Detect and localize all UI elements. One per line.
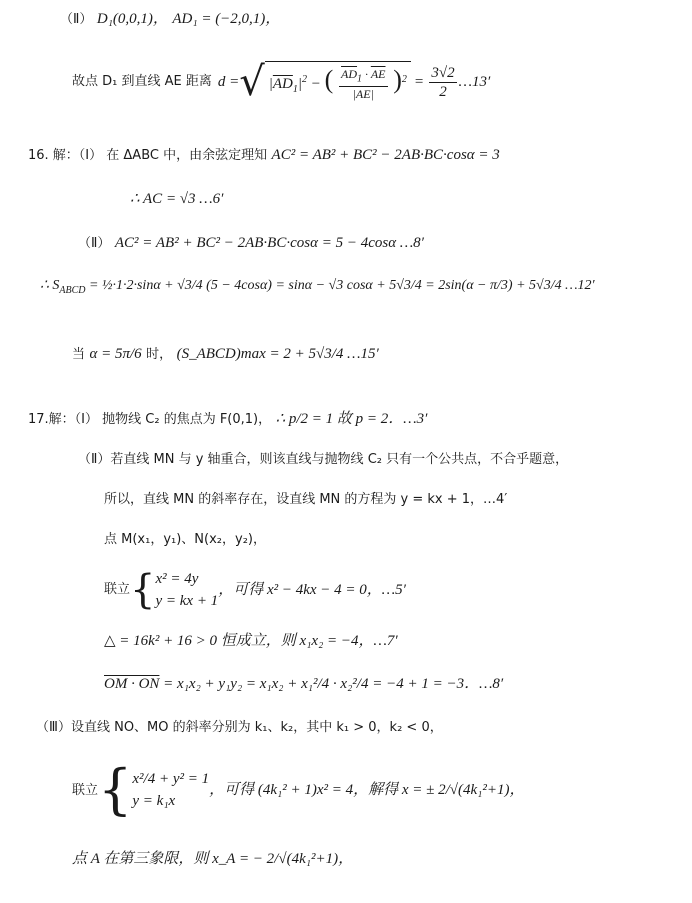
cosine-law: AC² = AB² + BC² − 2AB·BC·cosα = 3 [271, 147, 500, 163]
sqrt-body: $|\overline{AD}_1|^2$ − ( $\frac{\overline{AD}_1 \cdot \overline{AE}}{|\overline{AE}|}$ )$^2$ [265, 61, 411, 103]
left-brace-2: { [98, 758, 133, 821]
p17-system2: 联立 { x²/4 + y² = 1 y = k₁x ，可得 (4k₁² + 1)x² = 4，解得 x = ± 2/√(4k₁²+1)， [72, 758, 525, 821]
sqrt-sign: √ [239, 59, 265, 105]
area-expression: = ½·1·2·sinα + √3/4 (5 − 4cosα) = sinα − √3 cosα + 5√3/4 = 2sin(α − π/3) + 5√3/4 …12′ [89, 278, 595, 293]
p16-area-line: ∴ $S_{ABCD}$ = ½·1·2·sinα + √3/4 (5 − 4cosα) = sinα − √3 cosα + 5√3/4 = 2sin(α − π/3) + 5√3/4 …12′ [40, 278, 595, 296]
left-brace: { [130, 567, 156, 613]
system2-result: ，可得 (4k₁² + 1)x² = 4，解得 x = ± 2/√(4k₁²+1)， [209, 782, 525, 799]
p17-point-a: 点 A 在第三象限，则 x_A = − 2/√(4k₁²+1)， [72, 851, 354, 867]
p17-slope-exists: 所以，直线 MN 的斜率存在，设直线 MN 的方程为 y = kx + 1，…4′ [104, 492, 508, 507]
vector-ad1: AD₁ = (−2,0,1)， [172, 11, 281, 27]
p17-system1: 联立 { x² = 4y y = kx + 1 ，可得 x² − 4kx − 4 = 0，…5′ [104, 567, 406, 613]
p15-part2-line [60, 10, 280, 28]
p16-ac-result: ∴ AC = √3 …6′ [130, 191, 224, 207]
p16-part2-line: （Ⅱ） AC² = AB² + BC² − 2AB·BC·cosα = 5 − 4cosα …8′ [78, 235, 424, 251]
p17-part3: （Ⅲ）设直线 NO、MO 的斜率分别为 k₁、k₂，其中 k₁ > 0，k₂ < 0， [36, 720, 443, 735]
alpha-value: α = 5π/6 [89, 346, 142, 362]
system2-eqs: x²/4 + y² = 1 y = k₁x [132, 770, 210, 810]
distance-prefix: 故点 D₁ 到直线 AE 距离 [72, 74, 212, 90]
d-equals: d = [217, 74, 240, 90]
max-area: (S_ABCD)max = 2 + 5√3/4 …15′ [176, 346, 379, 362]
system1-eqs: x² = 4y y = kx + 1 [155, 570, 219, 609]
p17-points: 点 M(x₁，y₁)、N(x₂，y₂)， [104, 532, 266, 547]
p16-label: 16. 解：（Ⅰ） 在 ΔABC 中，由余弦定理知 [28, 148, 268, 163]
part-label: （Ⅱ） [60, 12, 93, 27]
p17-dot-product: OM · ON = x₁x₂ + y₁y₂ = x₁x₂ + x₁²/4 · x₂²/4 = −4 + 1 = −3．…8′ [104, 676, 504, 692]
projection-fraction: $\frac{\overline{AD}_1 \cdot \overline{AE}}{|\overline{AE}|}$ [341, 67, 386, 101]
p17-line1 [28, 410, 427, 428]
result-fraction: $\frac{3√2}{2}$ [431, 64, 455, 100]
p15-distance-line: 故点 D₁ 到直线 AE 距离 d = √ $|\overline{AD}_1|^2$ − ( $\frac{\overline{AD}_1 \cdot \overline{AE}}{|\overline{AE}|}$ )$^2$ = $\frac{3√2}{2}$ …13′ [72, 59, 491, 105]
system1-result: ，可得 x² − 4kx − 4 = 0，…5′ [218, 582, 406, 598]
p17-delta: △ = 16k² + 16 > 0 恒成立，则 x₁x₂ = −4，…7′ [104, 633, 398, 649]
focus-eq: ∴ p/2 = 1 故 p = 2．…3′ [275, 411, 428, 427]
p17-part2: （Ⅱ）若直线 MN 与 y 轴重合，则该直线与抛物线 C₂ 只有一个公共点，不合乎题意， [78, 452, 569, 467]
ac-squared: AC² = AB² + BC² − 2AB·BC·cosα = 5 − 4cosα …8′ [114, 235, 424, 251]
p17-label: 17.解：（Ⅰ） 抛物线 C₂ 的焦点为 F(0,1)， [28, 412, 272, 427]
score-13: …13′ [458, 74, 491, 90]
p16-max-line: 当 α = 5π/6 时， (S_ABCD)max = 2 + 5√3/4 …15′ [72, 346, 379, 362]
point-d1: D₁(0,0,1)， [96, 11, 168, 27]
p16-line1 [28, 146, 500, 164]
